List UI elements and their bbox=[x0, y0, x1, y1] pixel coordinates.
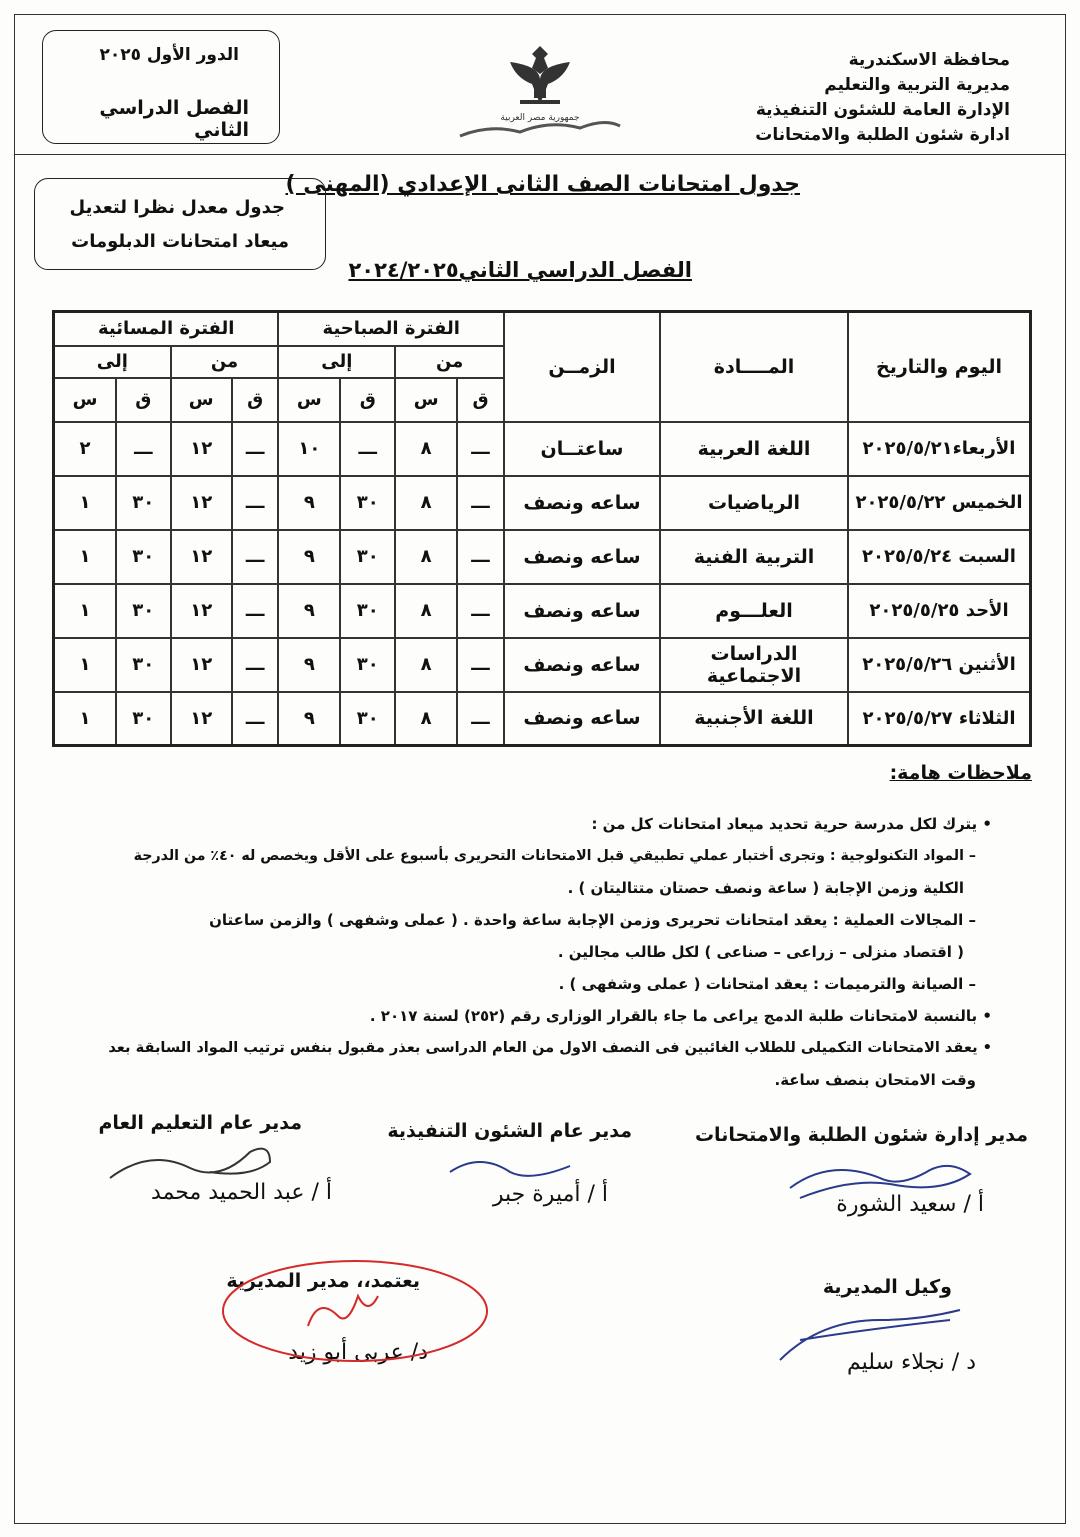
morning-from-minute: ـــ bbox=[457, 476, 504, 530]
header-subject: المــــادة bbox=[660, 312, 848, 422]
table-row bbox=[54, 422, 1031, 476]
sig-director-title: يعتمد،، مدير المديرية bbox=[226, 1270, 420, 1292]
note-item: – المجالات العملية : يعقد امتحانات تحريرى وزمن الإجابة ساعة واحدة . ( عملى وشفهى ) والزمن ساعتان bbox=[209, 911, 976, 929]
morning-to-minute: ـــ bbox=[340, 422, 395, 476]
morning-from-minute: ـــ bbox=[457, 638, 504, 692]
subject-cell: الدراسات الاجتماعية bbox=[660, 638, 848, 692]
morning-from-minute: ـــ bbox=[457, 692, 504, 746]
sig-deputy-name: د / نجلاء سليم bbox=[847, 1350, 976, 1375]
evening-to-minute: ٣٠ bbox=[116, 530, 171, 584]
evening-from-minute: ـــ bbox=[232, 530, 279, 584]
morning-from-hour: ٨ bbox=[395, 530, 457, 584]
note-item: الكلية وزمن الإجابة ( ساعة ونصف حصتان متتاليتان ) . bbox=[567, 879, 964, 897]
table-row bbox=[54, 584, 1031, 638]
header-evening-to: إلى bbox=[54, 346, 171, 378]
signature-scribble bbox=[770, 1300, 970, 1370]
subject-cell: اللغة الأجنبية bbox=[660, 692, 848, 746]
note-item: – المواد التكنولوجية : وتجرى أختبار عملي تطبيقي قبل الامتحانات التحريرى بأسبوع على الأقل ويخصص له ٤٠٪ من الدرجة bbox=[133, 848, 976, 864]
sig-students-name: أ / سعيد الشورة bbox=[836, 1192, 984, 1217]
evening-to-minute: ٣٠ bbox=[116, 638, 171, 692]
signature-scribble bbox=[100, 1138, 280, 1198]
header-minute: ق bbox=[457, 378, 504, 422]
note-item: ( اقتصاد منزلى – زراعى – صناعى ) لكل طالب مجالين . bbox=[557, 943, 964, 961]
evening-from-minute: ـــ bbox=[232, 422, 279, 476]
evening-from-hour: ١٢ bbox=[171, 476, 232, 530]
morning-from-hour: ٨ bbox=[395, 638, 457, 692]
subtitle: الفصل الدراسي الثاني٢٠٢٤/٢٠٢٥ bbox=[348, 258, 692, 282]
evening-from-minute: ـــ bbox=[232, 476, 279, 530]
evening-from-minute: ـــ bbox=[232, 692, 279, 746]
logo-caption: جمهورية مصر العربية bbox=[500, 113, 580, 123]
semester-label: الفصل الدراسي الثاني bbox=[99, 97, 249, 141]
duration-cell: ساعه ونصف bbox=[504, 476, 660, 530]
day-date-cell: الخميس ٢٠٢٥/٥/٢٢ bbox=[848, 476, 1031, 530]
sig-general-title: مدير عام التعليم العام bbox=[98, 1112, 302, 1134]
subject-cell: الرياضيات bbox=[660, 476, 848, 530]
morning-to-minute: ٣٠ bbox=[340, 476, 395, 530]
header-evening: الفترة المسائية bbox=[54, 312, 279, 346]
header-right-block bbox=[710, 48, 1010, 148]
day-date-cell: الأثنين ٢٠٢٥/٥/٢٦ bbox=[848, 638, 1031, 692]
dept-name: ادارة شئون الطلبة والامتحانات bbox=[755, 125, 1010, 145]
evening-to-minute: ٣٠ bbox=[116, 692, 171, 746]
eagle-emblem-icon bbox=[440, 40, 640, 140]
morning-to-hour: ١٠ bbox=[278, 422, 340, 476]
evening-from-minute: ـــ bbox=[232, 638, 279, 692]
subject-cell: العلـــوم bbox=[660, 584, 848, 638]
notes-list bbox=[70, 808, 1000, 1096]
evening-from-hour: ١٢ bbox=[171, 530, 232, 584]
sig-general-name: أ / عبد الحميد محمد bbox=[151, 1180, 332, 1205]
evening-to-hour: ١ bbox=[54, 530, 116, 584]
evening-to-hour: ١ bbox=[54, 476, 116, 530]
sig-exec-title: مدير عام الشئون التنفيذية bbox=[387, 1120, 632, 1142]
duration-cell: ساعه ونصف bbox=[504, 530, 660, 584]
evening-from-hour: ١٢ bbox=[171, 638, 232, 692]
sig-director-name: د/ عربى أبو زيد bbox=[288, 1340, 428, 1365]
evening-from-hour: ١٢ bbox=[171, 692, 232, 746]
morning-to-hour: ٩ bbox=[278, 638, 340, 692]
note-item: • بالنسبة لامتحانات طلبة الدمج يراعى ما جاء بالقرار الوزارى رقم (٢٥٢) لسنة ٢٠١٧ . bbox=[369, 1007, 992, 1025]
evening-to-hour: ١ bbox=[54, 692, 116, 746]
evening-from-hour: ١٢ bbox=[171, 584, 232, 638]
header-duration: الزمــن bbox=[504, 312, 660, 422]
duration-cell: ساعه ونصف bbox=[504, 584, 660, 638]
morning-to-minute: ٣٠ bbox=[340, 692, 395, 746]
morning-to-hour: ٩ bbox=[278, 584, 340, 638]
signature-scribble bbox=[780, 1158, 980, 1218]
exam-round-box bbox=[42, 30, 280, 144]
morning-to-minute: ٣٠ bbox=[340, 530, 395, 584]
day-date-cell: السبت ٢٠٢٥/٥/٢٤ bbox=[848, 530, 1031, 584]
morning-to-hour: ٩ bbox=[278, 530, 340, 584]
header-hour: س bbox=[395, 378, 457, 422]
header-day-date: اليوم والتاريخ bbox=[848, 312, 1031, 422]
table-row bbox=[54, 692, 1031, 746]
evening-to-minute: ٣٠ bbox=[116, 476, 171, 530]
day-date-cell: الثلاثاء ٢٠٢٥/٥/٢٧ bbox=[848, 692, 1031, 746]
header-morning-to: إلى bbox=[278, 346, 395, 378]
morning-to-hour: ٩ bbox=[278, 692, 340, 746]
evening-to-hour: ١ bbox=[54, 584, 116, 638]
duration-cell: ساعه ونصف bbox=[504, 692, 660, 746]
morning-from-hour: ٨ bbox=[395, 584, 457, 638]
table-row bbox=[54, 530, 1031, 584]
page-title: جدول امتحانات الصف الثانى الإعدادي (المهنى ) bbox=[285, 172, 800, 197]
table-row bbox=[54, 638, 1031, 692]
signature-scribble bbox=[440, 1148, 580, 1188]
exam-schedule-table bbox=[52, 310, 1032, 747]
admin-name: الإدارة العامة للشئون التنفيذية bbox=[755, 100, 1010, 120]
header-minute: ق bbox=[232, 378, 279, 422]
table-row bbox=[54, 476, 1031, 530]
header-hour: س bbox=[171, 378, 232, 422]
morning-from-minute: ـــ bbox=[457, 422, 504, 476]
notes-title: ملاحظات هامة: bbox=[889, 762, 1032, 784]
subject-cell: التربية الفنية bbox=[660, 530, 848, 584]
header-morning: الفترة الصباحية bbox=[278, 312, 504, 346]
morning-to-hour: ٩ bbox=[278, 476, 340, 530]
morning-to-minute: ٣٠ bbox=[340, 638, 395, 692]
directorate-name: مديرية التربية والتعليم bbox=[824, 75, 1010, 95]
morning-from-hour: ٨ bbox=[395, 692, 457, 746]
header-hour: س bbox=[278, 378, 340, 422]
approval-stamp-circle bbox=[218, 1256, 492, 1366]
note-item: • يترك لكل مدرسة حرية تحديد ميعاد امتحانات كل من : bbox=[591, 815, 992, 833]
modified-schedule-box bbox=[34, 178, 326, 270]
governorate-name: محافظة الاسكندرية bbox=[848, 50, 1010, 70]
modified-note-line2: ميعاد امتحانات الدبلومات bbox=[71, 231, 289, 252]
day-date-cell: الأربعاء٢٠٢٥/٥/٢١ bbox=[848, 422, 1031, 476]
subject-cell: اللغة العربية bbox=[660, 422, 848, 476]
evening-from-hour: ١٢ bbox=[171, 422, 232, 476]
header-hour: س bbox=[54, 378, 116, 422]
duration-cell: ساعتــان bbox=[504, 422, 660, 476]
evening-to-minute: ٣٠ bbox=[116, 584, 171, 638]
morning-from-hour: ٨ bbox=[395, 422, 457, 476]
evening-to-hour: ١ bbox=[54, 638, 116, 692]
exam-round: الدور الأول ٢٠٢٥ bbox=[99, 45, 239, 65]
modified-note-line1: جدول معدل نظرا لتعديل bbox=[69, 197, 285, 218]
morning-from-minute: ـــ bbox=[457, 584, 504, 638]
header-morning-from: من bbox=[395, 346, 504, 378]
duration-cell: ساعه ونصف bbox=[504, 638, 660, 692]
header-evening-from: من bbox=[171, 346, 279, 378]
note-item: وقت الامتحان بنصف ساعة. bbox=[774, 1071, 976, 1089]
header-minute: ق bbox=[340, 378, 395, 422]
header-minute: ق bbox=[116, 378, 171, 422]
sig-exec-name: أ / أميرة جبر bbox=[492, 1182, 608, 1207]
morning-from-hour: ٨ bbox=[395, 476, 457, 530]
morning-from-minute: ـــ bbox=[457, 530, 504, 584]
sig-deputy-title: وكيل المديرية bbox=[822, 1276, 952, 1298]
sig-students-title: مدير إدارة شئون الطلبة والامتحانات bbox=[694, 1124, 1028, 1146]
day-date-cell: الأحد ٢٠٢٥/٥/٢٥ bbox=[848, 584, 1031, 638]
morning-to-minute: ٣٠ bbox=[340, 584, 395, 638]
header-divider bbox=[14, 154, 1066, 155]
note-item: • يعقد الامتحانات التكميلى للطلاب الغائبين فى النصف الاول من العام الدراسى بعذر مقبول بنفس ترتيب المواد السابقة بعد bbox=[108, 1039, 992, 1056]
evening-to-minute: ـــ bbox=[116, 422, 171, 476]
evening-from-minute: ـــ bbox=[232, 584, 279, 638]
evening-to-hour: ٢ bbox=[54, 422, 116, 476]
note-item: – الصيانة والترميمات : يعقد امتحانات ( عملى وشفهى ) . bbox=[558, 975, 976, 993]
